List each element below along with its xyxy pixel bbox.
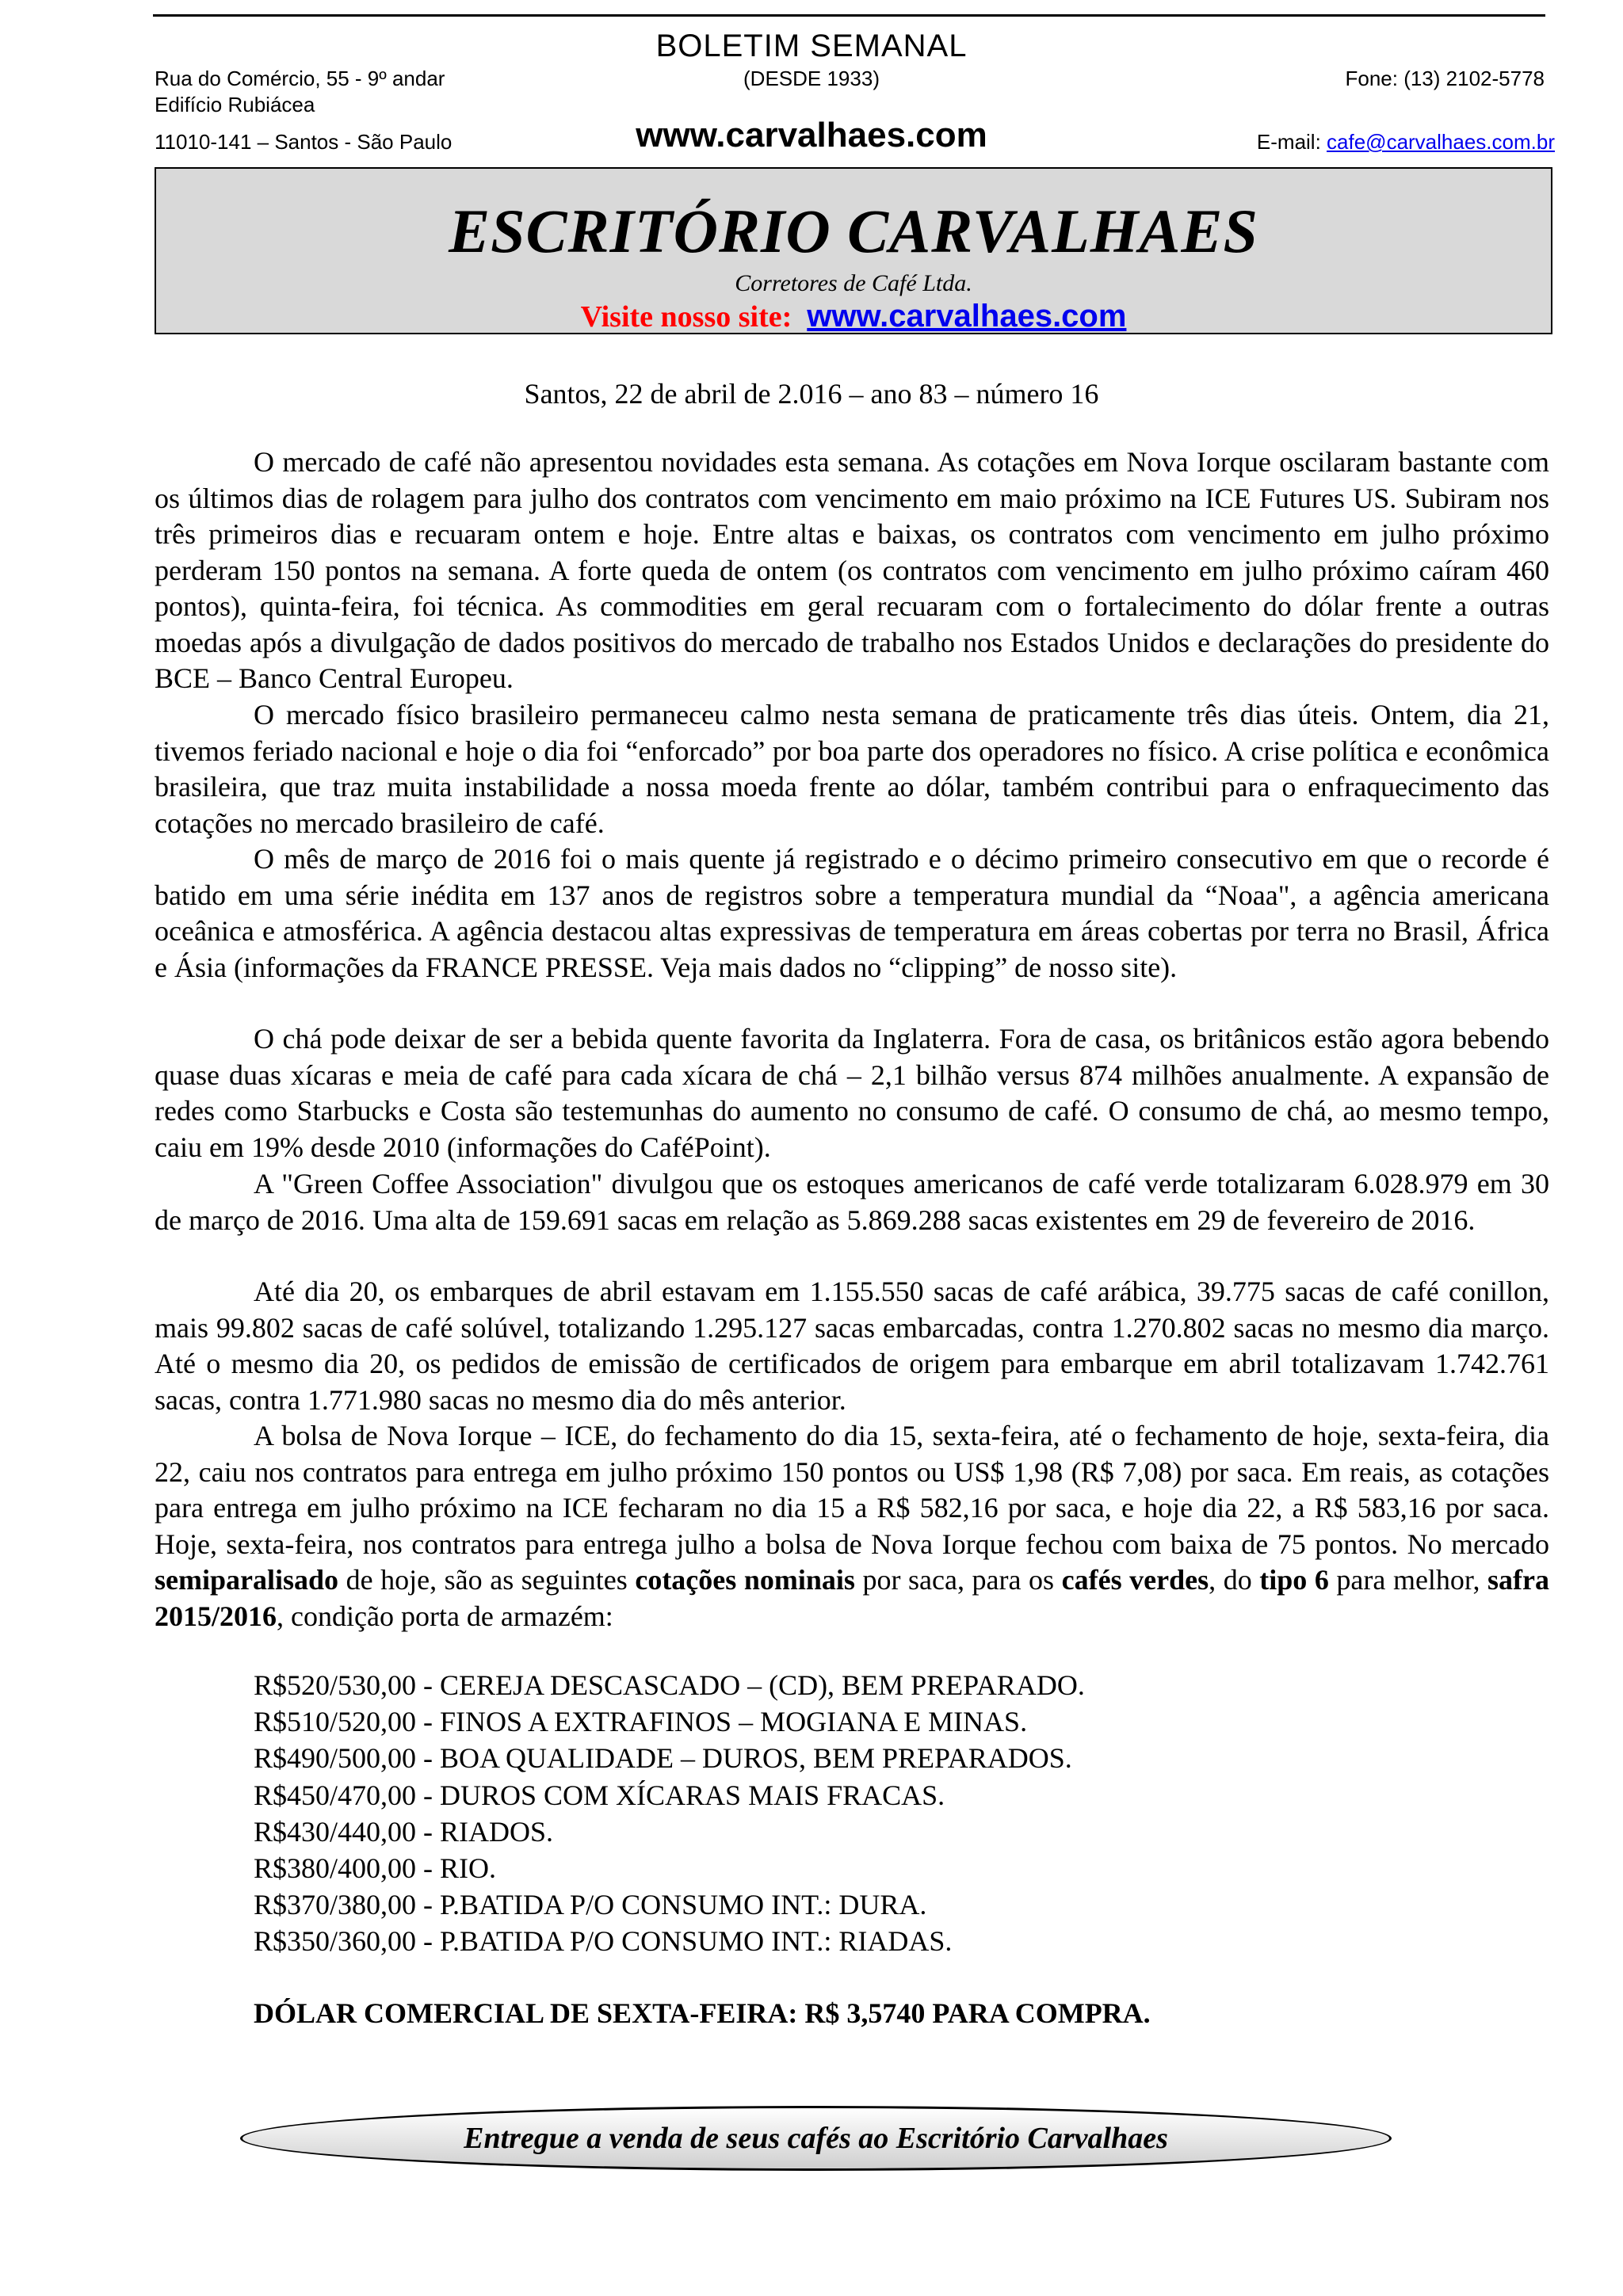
address-line-2: Edifício Rubiácea [155, 93, 315, 116]
company-subtitle: Corretores de Café Ltda. [735, 270, 972, 296]
paragraph-tea-consumption: O chá pode deixar de ser a bebida quente favorita da Inglaterra. Fora de casa, os britânicos estão agora bebendo quase duas xícaras e meia de café para cada xícara de chá – 2,1 bilhão versus 874 milhões anualmente. A expansão de redes como Starbucks e Costa são testemunhas do aumento no consumo de café. O consumo de chá, ao mesmo tempo, caiu em 19% desde 2010 (informações do CaféPoint). [155, 1023, 1549, 1163]
visit-site-line [156, 299, 1551, 334]
email-link[interactable]: cafe@carvalhaes.com.br [1327, 130, 1555, 154]
price-item: R$350/360,00 - P.BATIDA P/O CONSUMO INT.: RIADAS. [254, 1925, 953, 1958]
since-label: (DESDE 1933) [743, 67, 880, 90]
top-rule [153, 14, 1545, 17]
paragraph-ice-quotes: A bolsa de Nova Iorque – ICE, do fechamento do dia 15, sexta-feira, até o fechamento de hoje, sexta-feira, dia 22, caiu nos contratos para entrega em julho próximo 150 pontos ou US$ 1,98 (R$ 7,08) por saca. Em reais, as cotações para entrega em julho próximo na ICE fecharam no dia 15 a R$ 582,16 por saca, e hoje dia 22, a R$ 583,16 por saca. Hoje, sexta-feira, nos contratos para entrega julho a bolsa de Nova Iorque fechou com baixa de 75 pontos. No mercado semiparalisado de hoje, são as seguintes cotações nominais por saca, para os cafés verdes, do tipo 6 para melhor, safra 2015/2016, condição porta de armazém: [155, 1420, 1550, 1632]
phone-number: Fone: (13) 2102-5778 [1345, 67, 1545, 90]
price-list [254, 1667, 1085, 1960]
footer-slogan-ellipse [240, 2106, 1392, 2171]
paragraph-green-coffee: A "Green Coffee Association" divulgou que os estoques americanos de café verde totalizaram 6.028.979 em 30 de março de 2016. Uma alta de 159.691 sacas em relação as 5.869.288 sacas existentes em 29 de fevereiro de 2016. [155, 1168, 1549, 1236]
price-item: R$380/400,00 - RIO. [254, 1852, 496, 1885]
price-item: R$430/440,00 - RIADOS. [254, 1815, 554, 1848]
visit-site-label: Visite nosso site [580, 300, 782, 334]
address-line-1: Rua do Comércio, 55 - 9º andar [155, 67, 445, 90]
paragraph-market: O mercado de café não apresentou novidades esta semana. As cotações em Nova Iorque oscilaram bastante com os últimos dias de rolagem para julho dos contratos com vencimento em maio próximo na ICE Futures US. Subiram nos três primeiros dias e recuaram ontem e hoje. Entre altas e baixas, os contratos com vencimento em julho próximo perderam 150 pontos na semana. A forte queda de ontem (os contratos com vencimento em julho próximo caíram 460 pontos), quinta-feira, foi técnica. As commodities em geral recuaram com o fortalecimento do dólar frente a outras moedas após a divulgação de dados positivos do mercado de trabalho nos Estados Unidos e declarações do presidente do BCE – Banco Central Europeu. [155, 446, 1549, 694]
dateline: Santos, 22 de abril de 2.016 – ano 83 – número 16 [524, 378, 1099, 410]
visit-site-colon: : [781, 300, 792, 334]
footer-slogan: Entregue a venda de seus cafés ao Escritório Carvalhaes [464, 2122, 1168, 2155]
price-item: R$450/470,00 - DUROS COM XÍCARAS MAIS FRACAS. [254, 1779, 945, 1811]
website-heading[interactable]: www.carvalhaes.com [636, 116, 987, 154]
paragraph-climate: O mês de março de 2016 foi o mais quente já registrado e o décimo primeiro consecutivo em que o recorde é batido em uma série inédita em 137 anos de registros sobre a temperatura mundial da “Noaa", a agência americana oceânica e atmosférica. A agência destacou altas expressivas de temperatura em áreas cobertas por terra no Brasil, África e Ásia (informações da FRANCE PRESSE. Veja mais dados no “clipping” de nosso site). [155, 843, 1549, 983]
price-item: R$510/520,00 - FINOS A EXTRAFINOS – MOGIANA E MINAS. [254, 1706, 1028, 1738]
visit-site-link[interactable]: www.carvalhaes.com [807, 299, 1127, 334]
email-label: E-mail: [1256, 130, 1327, 154]
paragraph-physical-market: O mercado físico brasileiro permaneceu calmo nesta semana de praticamente três dias úteis. Ontem, dia 21, tivemos feriado nacional e hoje o dia foi “enforcado” por boa parte dos operadores no físico. A crise política e econômica brasileira, que traz muita instabilidade a nossa moeda frente ao dólar, também contribui para o enfraquecimento das cotações no mercado brasileiro de café. [155, 699, 1549, 839]
price-item: R$370/380,00 - P.BATIDA P/O CONSUMO INT.: DURA. [254, 1889, 927, 1921]
dollar-rate: DÓLAR COMERCIAL DE SEXTA-FEIRA: R$ 3,5740 PARA COMPRA. [254, 1997, 1151, 2029]
price-item: R$520/530,00 - CEREJA DESCASCADO – (CD), BEM PREPARADO. [254, 1669, 1085, 1701]
company-name: ESCRITÓRIO CARVALHAES [449, 196, 1258, 265]
company-banner [155, 167, 1552, 334]
email-block [1257, 130, 1555, 154]
paragraph-shipments: Até dia 20, os embarques de abril estavam em 1.155.550 sacas de café arábica, 39.775 sacas de café conillon, mais 99.802 sacas de café solúvel, totalizando 1.295.127 sacas embarcadas, contra 1.270.802 sacas no mesmo dia março. Até o mesmo dia 20, os pedidos de emissão de certificados de origem para embarque em abril totalizavam 1.742.761 sacas, contra 1.771.980 sacas no mesmo dia do mês anterior. [155, 1276, 1549, 1416]
price-item: R$490/500,00 - BOA QUALIDADE – DUROS, BEM PREPARADOS. [254, 1742, 1072, 1775]
bulletin-title: BOLETIM SEMANAL [655, 29, 968, 63]
address-line-3: 11010-141 – Santos - São Paulo [155, 130, 453, 154]
